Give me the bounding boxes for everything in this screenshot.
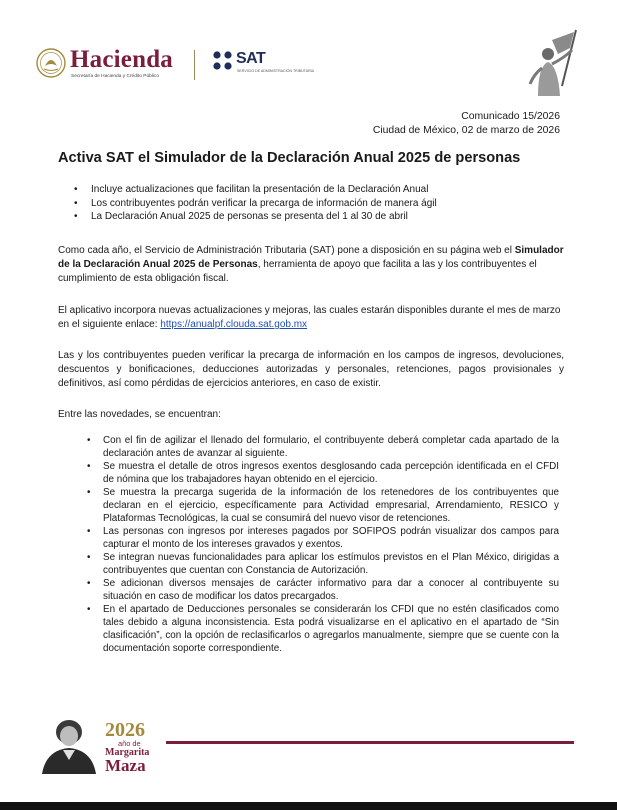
intro-text-end: , herramienta de apoyo que facilita a las y los contribuyentes el cumplimiento de esta obligación fiscal.: [58, 259, 537, 284]
heroine-flag-emblem-icon: [512, 28, 586, 98]
communique-number: Comunicado 15/2026: [461, 111, 560, 122]
update-paragraph: [58, 304, 564, 332]
list-item: • Con el fin de agilizar el llenado del formulario, el contribuyente deberá completar cada apartado de la declaración antes de avanzar al siguiente.: [87, 434, 559, 460]
list-item: • La Declaración Anual 2025 de personas se presenta del 1 al 30 de abril: [74, 210, 437, 224]
sat-logo-text: SAT: [236, 50, 266, 67]
simulator-name: Simulador de la Declaración Anual 2025 de Personas: [58, 245, 564, 270]
novedades-list: [87, 434, 559, 655]
hacienda-logo-title: Hacienda: [70, 46, 173, 73]
list-item: • Se integran nuevas funcionalidades para aplicar los estímulos previstos en el Plan México, dirigidas a contribuyentes que cuentan con Constancia de Autorización.: [87, 551, 559, 577]
footer-year: 2026: [105, 719, 145, 741]
margarita-maza-portrait-icon: [38, 716, 100, 774]
communique-date: Ciudad de México, 02 de marzo de 2026: [372, 125, 560, 136]
intro-paragraph: [58, 244, 564, 286]
precarga-paragraph: Las y los contribuyentes pueden verificar la precarga de información en los campos de ingresos, devoluciones, descuentos y bonificaciones, deducciones autorizadas y personales, retenciones, pagos provisionales y definitivos, así como pérdidas de ejercicios anteriores, en caso de existir.: [58, 350, 564, 389]
list-item: • Los contribuyentes podrán verificar la precarga de información de manera ágil: [74, 197, 437, 211]
list-item: • Se muestra la precarga sugerida de la información de los retenedores de los contribuyentes que declaran en el ejercicio, específicamente para Actividad empresarial, Arrendamiento, RESICO y Plataformas Tecnológicas, la cual se consumirá del nuevo visor de retenciones.: [87, 486, 559, 525]
communique-meta: [373, 110, 560, 138]
list-item: • En el apartado de Deducciones personales se considerarán los CFDI que no estén clasificados como tales debido a alguna inconsistencia. Esta podrá visualizarse en el aplicativo en el apartado de “Sin clasificación”, con la opción de reclasificarlos o agregarlos manualmente, siempre que se cuente con la documentación soporte correspondiente.: [87, 603, 559, 655]
list-item: • Incluye actualizaciones que facilitan la presentación de la Declaración Anual: [74, 183, 437, 197]
national-seal-icon: [36, 48, 66, 78]
highlights-list: [74, 183, 437, 224]
footer-year-sub: año de: [118, 739, 141, 748]
letterhead: [36, 44, 576, 84]
page-title: Activa SAT el Simulador de la Declaración Anual 2025 de personas: [58, 150, 521, 166]
bottom-edge-bar: [0, 802, 617, 810]
simulator-link[interactable]: https://anualpf.clouda.sat.gob.mx: [160, 319, 308, 330]
list-item: • Se adicionan diversos mensajes de carácter informativo para dar a conocer al contribuyente su situación en caso de modificar los datos precargados.: [87, 577, 559, 603]
sat-logo-icon: [212, 50, 234, 72]
footer-divider: [166, 741, 574, 744]
footer-name-first: Margarita: [105, 747, 150, 758]
list-item: • Se muestra el detalle de otros ingresos exentos desglosando cada percepción identificada en el CFDI de nómina que los trabajadores hayan obtenido en el ejercicio.: [87, 460, 559, 486]
intro-text: Como cada año, el Servicio de Administración Tributaria (SAT) pone a disposición en su página web el: [58, 245, 515, 256]
header-divider: [194, 50, 195, 80]
hacienda-logo-subtitle: Secretaría de Hacienda y Crédito Público: [71, 74, 159, 79]
footer-name-last: Maza: [105, 756, 146, 775]
sat-logo-subtitle: SERVICIO DE ADMINISTRACIÓN TRIBUTARIA: [237, 69, 315, 73]
update-text: El aplicativo incorpora nuevas actualizaciones y mejoras, las cuales estarán disponibles durante el mes de marzo en el siguiente enlace:: [58, 305, 561, 330]
novedades-intro: Entre las novedades, se encuentran:: [58, 409, 221, 420]
list-item: • Las personas con ingresos por intereses pagados por SOFIPOS podrán visualizar dos campos para capturar el monto de los intereses gravados y exentos.: [87, 525, 559, 551]
